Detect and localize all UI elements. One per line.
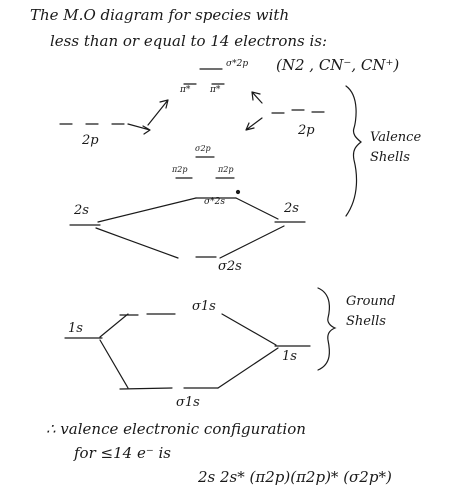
label-atomic-1s-left: 1s <box>68 321 83 336</box>
corr-2s-right-up <box>236 198 278 219</box>
footer-config: 2s 2s* (π2p)(π2p)* (σ2p*) <box>198 468 392 486</box>
corr-1s-right-up <box>222 314 276 345</box>
label-sigma-star-2s: σ*2s <box>204 197 225 207</box>
atomic-2p-right-level <box>272 110 324 113</box>
header-line-2: less than or equal to 14 electrons is: <box>50 32 328 50</box>
header-line-1: The M.O diagram for species with <box>30 6 290 24</box>
label-sigma-1s: σ1s <box>176 395 200 410</box>
label-pi-2p-right: π2p <box>218 165 234 174</box>
footer-line-2: for ≤14 e⁻ is <box>74 444 172 462</box>
label-atomic-1s-right: 1s <box>282 349 297 364</box>
label-atomic-2s-right: 2s <box>284 201 299 216</box>
sigma-1s-level <box>120 388 218 389</box>
valence-brace <box>346 86 361 216</box>
label-pi-2p-left: π2p <box>172 165 188 174</box>
label-atomic-2s-left: 2s <box>74 203 89 218</box>
arrow-2p-left-up <box>148 100 168 125</box>
corr-2s-left-up <box>98 198 196 222</box>
label-atomic-2p-right: 2p <box>298 123 315 138</box>
header-species: (N2 , CN⁻, CN⁺) <box>276 56 400 74</box>
label-pi-star-right: π* <box>210 85 221 95</box>
corr-1s-left-up <box>100 314 128 337</box>
arrow-2p-right-up <box>252 92 262 103</box>
arrow-2p-left-down <box>128 124 150 134</box>
label-pi-star-left: π* <box>180 85 191 95</box>
corr-1s-left-down <box>100 340 128 388</box>
ground-shells-label: Ground Shells <box>346 294 396 329</box>
corr-2s-left-down <box>96 228 178 258</box>
arrow-2p-right-down <box>246 118 262 130</box>
label-atomic-2p-left: 2p <box>82 133 99 148</box>
ground-brace <box>318 288 335 370</box>
sigma-star-2s-dot <box>237 191 240 194</box>
corr-2s-right-down <box>220 226 284 258</box>
valence-shells-label: Valence Shells <box>370 130 422 165</box>
footer-line-1: ∴ valence electronic configuration <box>46 420 306 438</box>
corr-1s-right-down <box>218 348 278 388</box>
label-sigma-2s: σ2s <box>218 259 242 274</box>
label-sigma-star-1s: σ1s <box>192 299 216 314</box>
label-sigma-2p: σ2p <box>195 144 211 153</box>
label-sigma-star-2p: σ*2p <box>226 59 249 69</box>
